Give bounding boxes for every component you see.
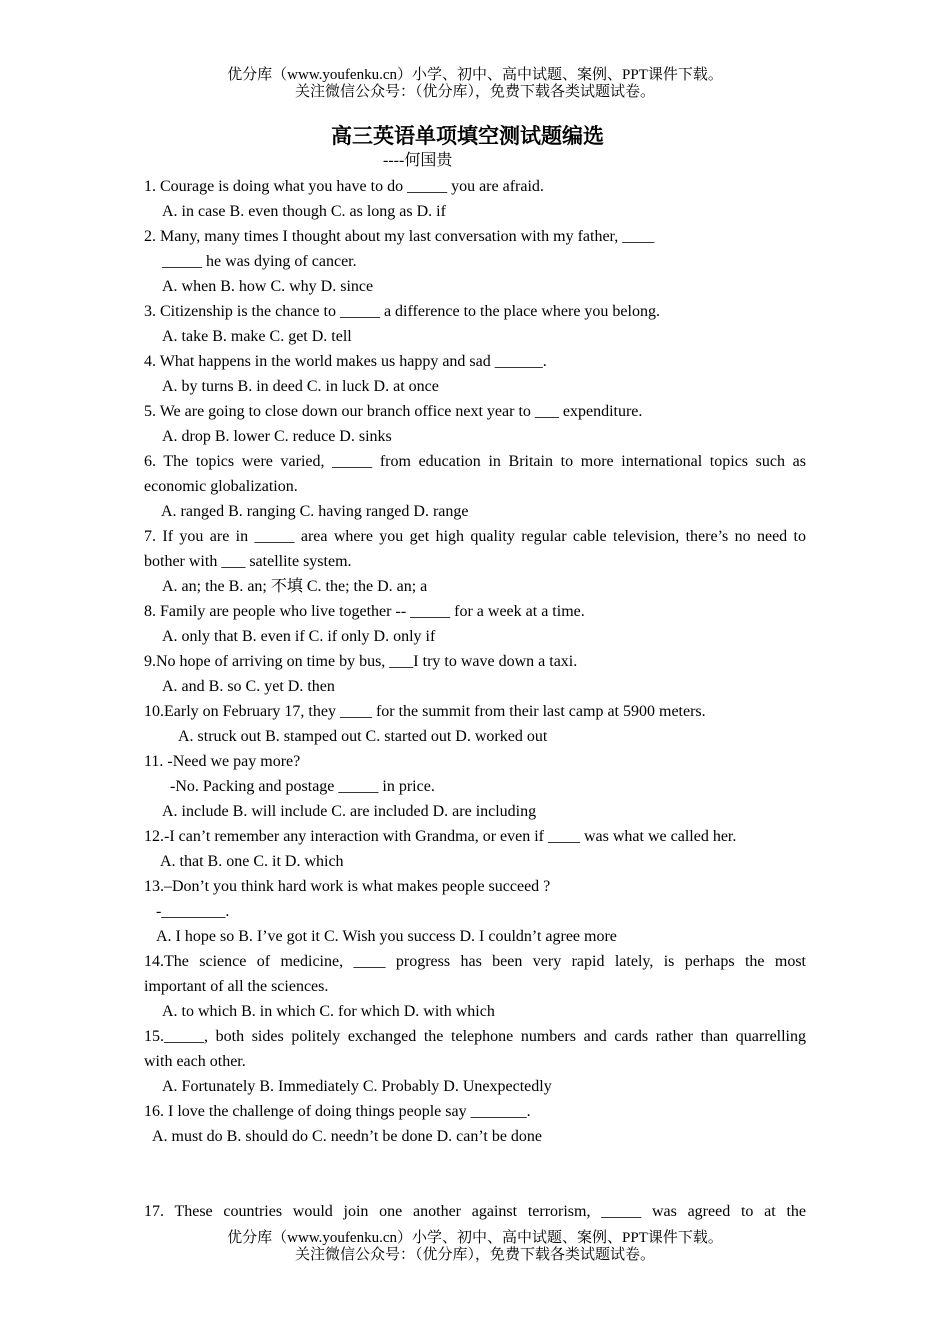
question-7: 7. If you are in _____ area where you get high quality regular cable television, there’s no need to: [144, 528, 806, 545]
question-8-options: A. only that B. even if C. if only D. only if: [162, 628, 436, 645]
question-16-options: A. must do B. should do C. needn’t be done D. can’t be done: [152, 1128, 543, 1145]
question-6-options: A. ranged B. ranging C. having ranged D. range: [161, 503, 469, 520]
question-1: 1. Courage is doing what you have to do _____ you are afraid.: [144, 178, 544, 195]
question-4-options: A. by turns B. in deed C. in luck D. at once: [162, 378, 439, 395]
question-3: 3. Citizenship is the chance to _____ a difference to the place where you belong.: [144, 303, 660, 320]
question-11: 11. -Need we pay more?: [144, 753, 301, 770]
question-13-reply: -________.: [156, 903, 230, 920]
question-14-continuation: important of all the sciences.: [144, 978, 329, 995]
question-15-options: A. Fortunately B. Immediately C. Probably D. Unexpectedly: [162, 1078, 552, 1095]
question-10: 10.Early on February 17, they ____ for the summit from their last camp at 5900 meters.: [144, 703, 706, 720]
question-15-continuation: with each other.: [144, 1053, 246, 1070]
question-5-options: A. drop B. lower C. reduce D. sinks: [162, 428, 392, 445]
question-14-options: A. to which B. in which C. for which D. with which: [162, 1003, 495, 1020]
author-line: ----何国贵: [383, 152, 453, 169]
question-3-options: A. take B. make C. get D. tell: [162, 328, 352, 345]
question-9: 9.No hope of arriving on time by bus, ___I try to wave down a taxi.: [144, 653, 578, 670]
question-16: 16. I love the challenge of doing things people say _______.: [144, 1103, 531, 1120]
question-list: [144, 174, 806, 1224]
question-2: 2. Many, many times I thought about my last conversation with my father, ____: [144, 228, 655, 245]
question-1-options: A. in case B. even though C. as long as D. if: [162, 203, 446, 220]
question-8: 8. Family are people who live together -- _____ for a week at a time.: [144, 603, 585, 620]
question-12: 12.-I can’t remember any interaction with Grandma, or even if ____ was what we called her.: [144, 828, 737, 845]
question-7-options: A. an; the B. an; 不填 C. the; the D. an; a: [162, 578, 428, 595]
question-11-reply: -No. Packing and postage _____ in price.: [170, 778, 435, 795]
page-header: [0, 67, 950, 101]
question-2-options: A. when B. how C. why D. since: [162, 278, 374, 295]
question-11-options: A. include B. will include C. are included D. are including: [162, 803, 537, 820]
footer-line-1: 优分库（www.youfenku.cn）小学、初中、高中试题、案例、PPT课件下载。: [227, 1230, 723, 1246]
page-footer: [0, 1230, 950, 1264]
question-17: 17. These countries would join one another against terrorism, _____ was agreed to at the: [144, 1203, 806, 1220]
question-6-continuation: economic globalization.: [144, 478, 298, 495]
question-5: 5. We are going to close down our branch office next year to ___ expenditure.: [144, 403, 643, 420]
question-13-options: A. I hope so B. I’ve got it C. Wish you success D. I couldn’t agree more: [156, 928, 617, 945]
question-10-options: A. struck out B. stamped out C. started out D. worked out: [178, 728, 548, 745]
question-7-continuation: bother with ___ satellite system.: [144, 553, 352, 570]
question-2-continuation: _____ he was dying of cancer.: [162, 253, 357, 270]
question-14: 14.The science of medicine, ____ progress has been very rapid lately, is perhaps the most: [144, 953, 806, 970]
question-15: 15._____, both sides politely exchanged the telephone numbers and cards rather than quarrelling: [144, 1028, 806, 1045]
question-9-options: A. and B. so C. yet D. then: [162, 678, 335, 695]
question-13: 13.–Don’t you think hard work is what makes people succeed ?: [144, 878, 551, 895]
header-line-2: 关注微信公众号：（优分库），免费下载各类试题试卷。: [294, 84, 655, 100]
document-title: 高三英语单项填空测试题编选: [331, 124, 604, 148]
footer-line-2: 关注微信公众号：（优分库），免费下载各类试题试卷。: [294, 1247, 655, 1263]
blank-space: [144, 1149, 806, 1199]
question-12-options: A. that B. one C. it D. which: [160, 853, 344, 870]
header-line-1: 优分库（www.youfenku.cn）小学、初中、高中试题、案例、PPT课件下载。: [227, 67, 723, 83]
question-6: 6. The topics were varied, _____ from education in Britain to more international topics such as: [144, 453, 806, 470]
question-4: 4. What happens in the world makes us happy and sad ______.: [144, 353, 547, 370]
